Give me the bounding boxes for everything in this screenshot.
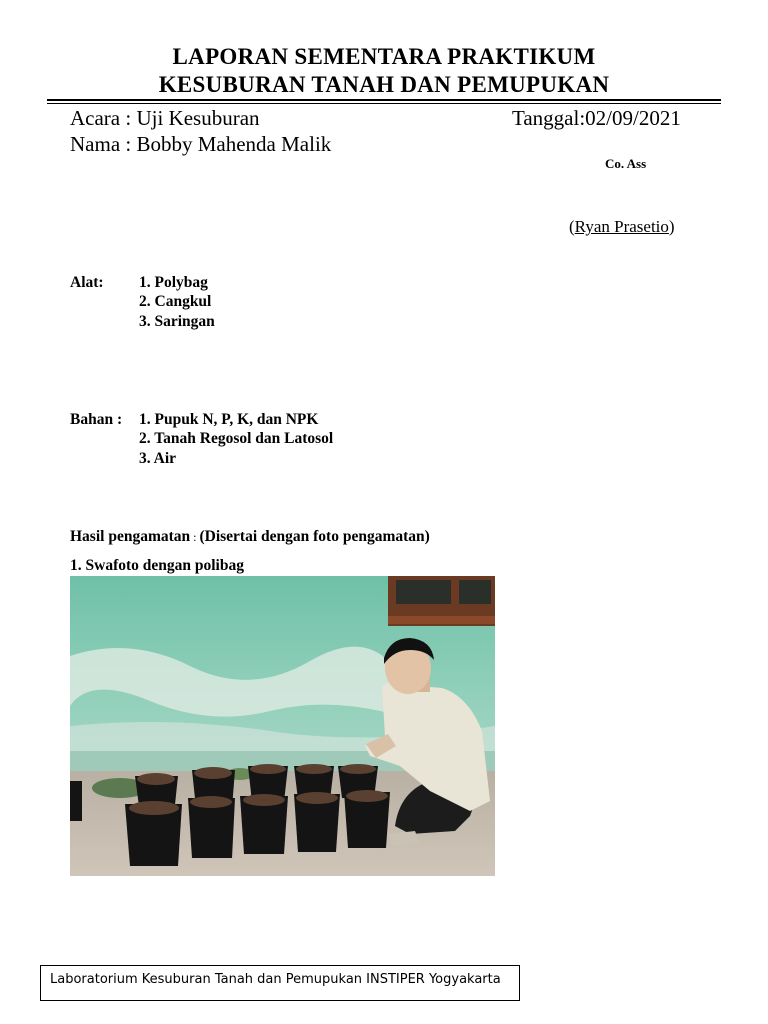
report-title-line2: KESUBURAN TANAH DAN PEMUPUKAN — [158, 72, 610, 97]
header-divider-thin — [47, 103, 721, 104]
hasil-colon: : — [190, 530, 200, 544]
acara-field: Acara : Uji Kesuburan — [70, 106, 260, 130]
hasil-label: Hasil pengamatan — [70, 528, 191, 545]
bahan-item: 3. Air — [139, 450, 177, 467]
photo-selfie-with-polybags — [70, 576, 495, 876]
alat-item: 1. Polybag — [139, 274, 208, 291]
bahan-label: Bahan : — [70, 411, 123, 428]
bahan-item: 1. Pupuk N, P, K, dan NPK — [139, 411, 319, 428]
co-ass-paren-close: ) — [668, 217, 675, 236]
co-ass-label: Co. Ass — [605, 156, 647, 171]
alat-item: 2. Cangkul — [139, 293, 212, 310]
bahan-item: 2. Tanah Regosol dan Latosol — [139, 430, 334, 447]
hasil-item-1: 1. Swafoto dengan polibag — [70, 557, 244, 574]
nama-field: Nama : Bobby Mahenda Malik — [70, 132, 332, 156]
co-ass-paren-open: ( — [569, 217, 575, 236]
hasil-note: (Disertai dengan foto pengamatan) — [199, 528, 430, 545]
alat-label: Alat: — [70, 274, 104, 291]
alat-item: 3. Saringan — [139, 313, 215, 330]
observation-photo — [70, 576, 495, 876]
hasil-heading — [70, 528, 430, 546]
report-title-line1: LAPORAN SEMENTARA PRAKTIKUM — [172, 44, 596, 69]
header-divider-thick — [47, 99, 721, 101]
footer-text: Laboratorium Kesuburan Tanah dan Pemupukan INSTIPER Yogyakarta — [50, 972, 501, 987]
co-ass-name: Ryan Prasetio — [574, 217, 669, 236]
tanggal-field: Tanggal:02/09/2021 — [512, 106, 681, 130]
co-ass-signature — [569, 217, 675, 237]
